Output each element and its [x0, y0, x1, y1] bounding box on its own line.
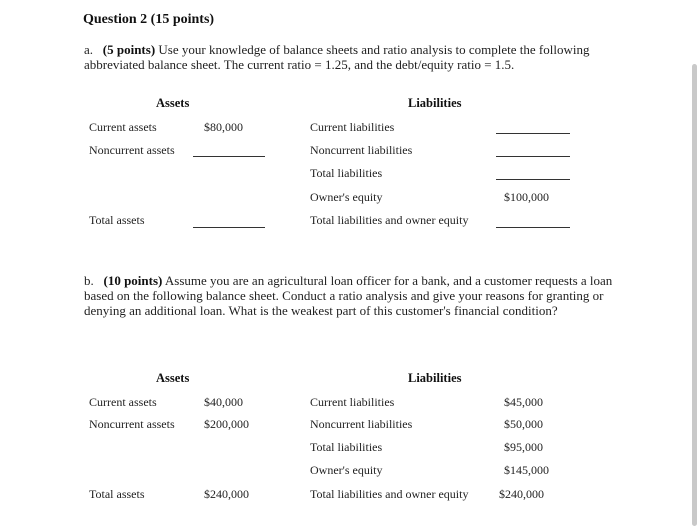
- part-a-noncurrent-liabilities-label: Noncurrent liabilities: [310, 143, 413, 157]
- part-a-noncurrent-assets-blank: [193, 156, 265, 157]
- part-a-current-liabilities-label: Current liabilities: [310, 120, 395, 134]
- part-a-noncurrent-liabilities-blank: [496, 156, 570, 157]
- part-a-total-liab-equity-label: Total liabilities and owner equity: [310, 213, 469, 227]
- part-b-prompt: [84, 273, 614, 318]
- part-a-text: Use your knowledge of balance sheets and ratio analysis to complete the following abbreviated balance sheet. The current ratio = 1.25, and the debt/equity ratio = 1.5.: [84, 42, 590, 72]
- part-b-noncurrent-assets-value: $200,000: [204, 417, 249, 431]
- part-b-assets-header: Assets: [156, 371, 190, 385]
- part-a-total-liab-equity-blank: [496, 227, 570, 228]
- part-b-text: Assume you are an agricultural loan officer for a bank, and a customer requests a loan based on the following balance sheet. Conduct a ratio analysis and give your reasons for granting or denying an additional loan. What is the weakest part of this customer's financial condition?: [84, 273, 613, 318]
- part-b-current-assets-label: Current assets: [89, 395, 157, 409]
- part-a-total-liabilities-label: Total liabilities: [310, 166, 383, 180]
- part-a-total-assets-label: Total assets: [89, 213, 145, 227]
- part-a-noncurrent-assets-label: Noncurrent assets: [89, 143, 175, 157]
- part-b-total-assets-label: Total assets: [89, 487, 145, 501]
- part-a-total-liabilities-blank: [496, 179, 570, 180]
- part-b-marker: b.: [84, 273, 94, 288]
- part-b-noncurrent-liabilities-label: Noncurrent liabilities: [310, 417, 413, 431]
- vertical-scrollbar[interactable]: [692, 64, 697, 526]
- part-a-assets-header: Assets: [156, 96, 190, 110]
- part-b-noncurrent-assets-label: Noncurrent assets: [89, 417, 175, 431]
- part-a-liabilities-header: Liabilities: [408, 96, 462, 110]
- part-b-total-liab-equity-value: $240,000: [499, 487, 544, 501]
- part-b-liabilities-header: Liabilities: [408, 371, 462, 385]
- part-b-current-assets-value: $40,000: [204, 395, 243, 409]
- part-b-owners-equity-label: Owner's equity: [310, 463, 383, 477]
- part-b-total-assets-value: $240,000: [204, 487, 249, 501]
- part-a-owners-equity-value: $100,000: [504, 190, 549, 204]
- part-b-points: (10 points): [103, 273, 163, 288]
- part-a-current-liabilities-blank: [496, 133, 570, 134]
- part-a-total-assets-blank: [193, 227, 265, 228]
- part-a-marker: a.: [84, 42, 94, 57]
- part-b-owners-equity-value: $145,000: [504, 463, 549, 477]
- part-a-prompt: [84, 42, 614, 72]
- part-a-owners-equity-label: Owner's equity: [310, 190, 383, 204]
- part-a-current-assets-value: $80,000: [204, 120, 243, 134]
- part-b-total-liabilities-label: Total liabilities: [310, 440, 383, 454]
- part-b-noncurrent-liabilities-value: $50,000: [504, 417, 543, 431]
- part-b-current-liabilities-label: Current liabilities: [310, 395, 395, 409]
- part-b-total-liabilities-value: $95,000: [504, 440, 543, 454]
- part-b-current-liabilities-value: $45,000: [504, 395, 543, 409]
- part-b-total-liab-equity-label: Total liabilities and owner equity: [310, 487, 469, 501]
- part-a-current-assets-label: Current assets: [89, 120, 157, 134]
- part-a-points: (5 points): [102, 42, 156, 57]
- question-title: Question 2 (15 points): [83, 12, 215, 27]
